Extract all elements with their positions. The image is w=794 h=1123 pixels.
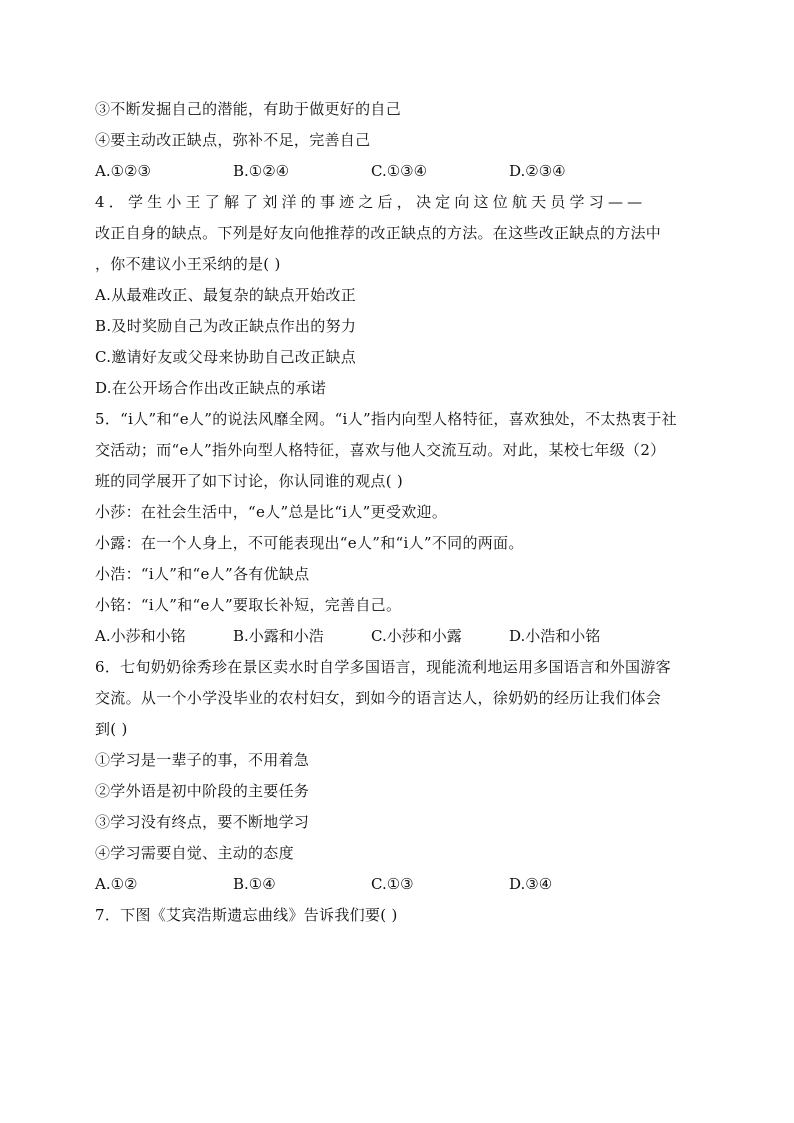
q3-option-d: D.②③④ [509, 162, 566, 180]
q6-option-c: C.①③ [371, 875, 414, 893]
q4-option-a: A.从最难改正、最复杂的缺点开始改正 [95, 286, 357, 304]
q6-stem-line-2: 交流。从一个小学没毕业的农村妇女，到如今的语言达人，徐奶奶的经历让我们体会 [95, 689, 662, 707]
q6-statement-1: ①学习是一辈子的事，不用着急 [95, 751, 310, 769]
q4-stem-line-1: 4．学生小王了解了刘洋的事迹之后，决定向这位航天员学习—— [95, 193, 647, 211]
q3-options [95, 156, 707, 187]
q5-view-xiaolu: 小露：在一个人身上，不可能表现出“e人”和“i人”不同的两面。 [95, 534, 524, 552]
q3-option-c: C.①③④ [371, 162, 428, 180]
q6-statement-2: ②学外语是初中阶段的主要任务 [95, 782, 310, 800]
q5-option-a: A.小莎和小铭 [95, 627, 186, 645]
q5-options [95, 621, 707, 652]
q6-option-d: D.③④ [509, 875, 553, 893]
q3-statement-3: ③不断发掘自己的潜能，有助于做更好的自己 [95, 100, 402, 118]
q5-option-c: C.小莎和小露 [371, 627, 462, 645]
q5-option-d: D.小浩和小铭 [509, 627, 601, 645]
q6-stem-line-1: 6．七旬奶奶徐秀珍在景区卖水时自学多国语言，现能流利地运用多国语言和外国游客 [95, 658, 671, 676]
q6-option-a: A.①② [95, 875, 138, 893]
q4-stem-line-2: 改正自身的缺点。下列是好友向他推荐的改正缺点的方法。在这些改正缺点的方法中 [95, 224, 662, 242]
q3-option-b: B.①②④ [233, 162, 290, 180]
q3-option-a: A.①②③ [95, 162, 151, 180]
q5-stem-line-3: 班的同学展开了如下讨论，你认同谁的观点( ) [95, 472, 404, 490]
q6-statement-4: ④学习需要自觉、主动的态度 [95, 844, 294, 862]
q7-stem: 7．下图《艾宾浩斯遗忘曲线》告诉我们要( ) [95, 906, 398, 924]
q4-option-d: D.在公开场合作出改正缺点的承诺 [95, 379, 327, 397]
q5-view-xiaosha: 小莎：在社会生活中，“e人”总是比“i人”更受欢迎。 [95, 503, 448, 521]
q5-view-xiaoming: 小铭：“i人”和“e人”要取长补短，完善自己。 [95, 596, 402, 614]
q4-stem-line-3: ，你不建议小王采纳的是( ) [95, 255, 281, 273]
q5-option-b: B.小露和小浩 [233, 627, 324, 645]
q5-view-xiaohao: 小浩：“i人”和“e人”各有优缺点 [95, 565, 310, 583]
q6-stem-line-3: 到( ) [95, 720, 128, 738]
q4-option-c: C.邀请好友或父母来协助自己改正缺点 [95, 348, 357, 366]
q6-statement-3: ③学习没有终点，要不断地学习 [95, 813, 310, 831]
q6-options [95, 869, 707, 900]
question-content [95, 94, 707, 931]
q6-option-b: B.①④ [233, 875, 276, 893]
q4-option-b: B.及时奖励自己为改正缺点作出的努力 [95, 317, 357, 335]
q5-stem-line-2: 交活动；而“e人”指外向型人格特征，喜欢与他人交流互动。对此，某校七年级（2） [95, 441, 666, 459]
q5-stem-line-1: 5．“i人”和“e人”的说法风靡全网。“i人”指内向型人格特征，喜欢独处，不太热衷于社 [95, 410, 677, 428]
q3-statement-4: ④要主动改正缺点，弥补不足，完善自己 [95, 131, 371, 149]
